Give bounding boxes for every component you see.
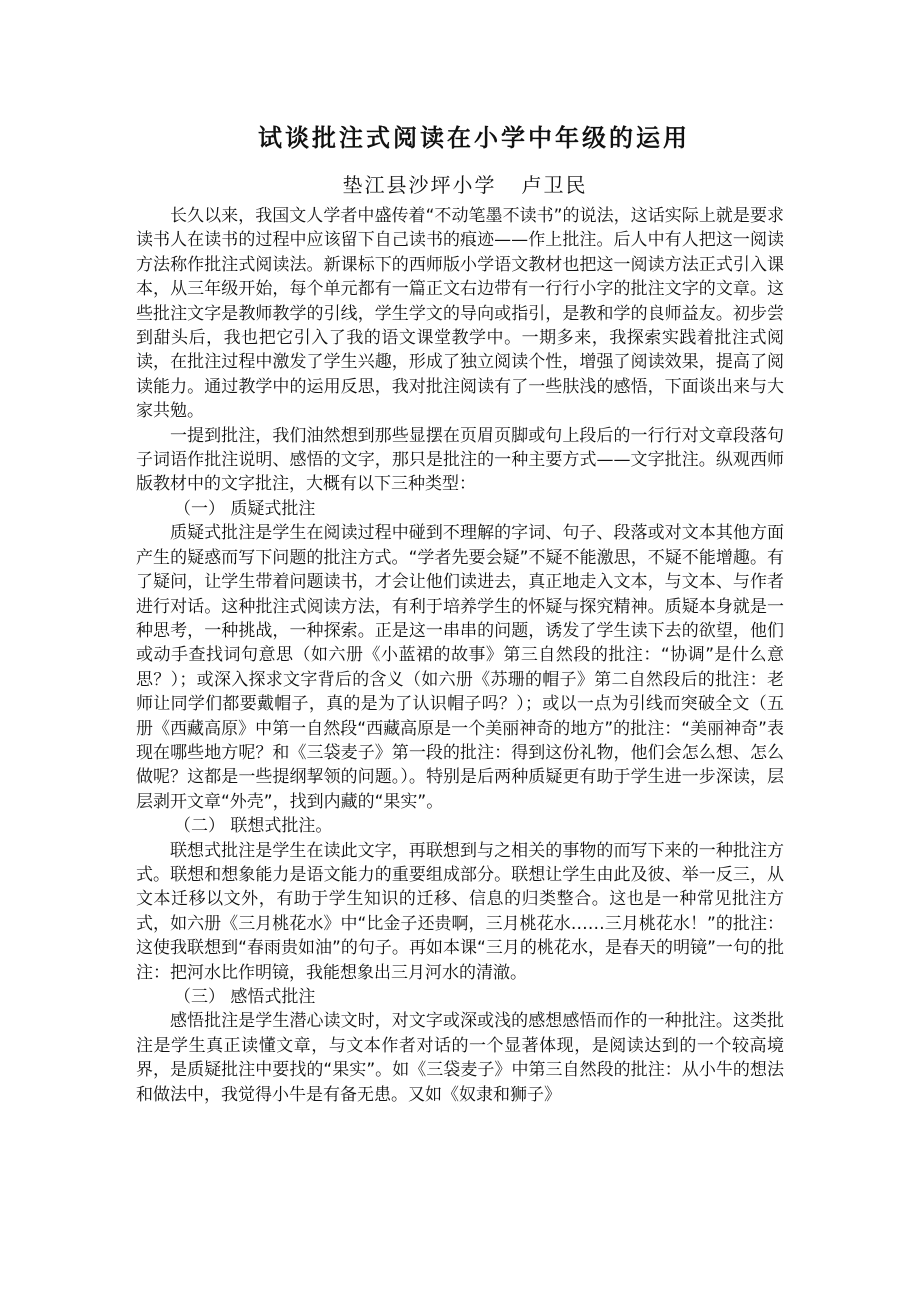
section-heading-association: （二） 联想式批注。 (174, 816, 333, 837)
author-line: 垫江县沙坪小学 卢卫民 (342, 173, 588, 197)
section-body-association: 联想式批注是学生在读此文字，再联想到与之相关的事物的而写下来的一种批注方式。联想和想象能力是语文能力的重要组成部分。联想让学生由此及彼、举一反三，从文本迁移以文外，有助于学生知识的迁移、信息的归类整合。这也是一种常见批注方式，如六册《三月桃花水》中“比金子还贵啊，三月桃花水……三月桃花水！”的批注：这使我联想到“春雨贵如油”的句子。再如本课“三月的桃花水，是春天的明镜”一句的批注：把河水比作明镜，我能想象出三月河水的清澈。 (136, 840, 784, 983)
overview-paragraph: 一提到批注，我们油然想到那些显摆在页眉页脚或句上段后的一行行对文章段落句子词语作批注说明、感悟的文字，那只是批注的一种主要方式——文字批注。纵观西师版教材中的文字批注，大概有以下三种类型： (136, 425, 784, 495)
document-page (136, 118, 784, 1107)
section-body-questioning: 质疑式批注是学生在阅读过程中碰到不理解的字词、句子、段落或对文本其他方面产生的疑惑而写下问题的批注方式。“学者先要会疑”不疑不能激思，不疑不能增趣。有了疑问，让学生带着问题读书，才会让他们读进去，真正地走入文本，与文本、与作者进行对话。这种批注式阅读方法，有利于培养学生的怀疑与探究精神。质疑本身就是一种思考，一种挑战，一种探索。正是这一串串的问题，诱发了学生读下去的欲望，他们或动手查找词句意思（如六册《小蓝裙的故事》第三自然段的批注：“协调”是什么意思？）；或深入探求文字背后的含义（如六册《苏珊的帽子》第二自然段后的批注：老师让同学们都要戴帽子，真的是为了认识帽子吗？）；或以一点为引线而突破全文（五册《西藏高原》中第一自然段“西藏高原是一个美丽神奇的地方”的批注：“美丽神奇”表现在哪些地方呢？和《三袋麦子》第一段的批注：得到这份礼物，他们会怎么想、怎么做呢？这都是一些提纲挈领的问题。）。特别是后两种质疑更有助于学生进一步深读，层层剥开文章“外壳”，找到内藏的“果实”。 (136, 523, 784, 812)
intro-paragraph: 长久以来，我国文人学者中盛传着“不动笔墨不读书”的说法，这话实际上就是要求读书人在读书的过程中应该留下自己读书的痕迹——作上批注。后人中有人把这一阅读方法称作批注式阅读法。新课标下的西师版小学语文教材也把这一阅读方法正式引入课本，从三年级开始，每个单元都有一篇正文右边带有一行行小字的批注文字的文章。这些批注文字是教师教学的引线，学生学文的导向或指引，是教和学的良师益友。初步尝到甜头后，我也把它引入了我的语文课堂教学中。一期多来，我探索实践着批注式阅读，在批注过程中激发了学生兴趣，形成了独立阅读个性，增强了阅读效果，提高了阅读能力。通过教学中的运用反思，我对批注阅读有了一些肤浅的感悟，下面谈出来与大家共勉。 (136, 206, 784, 422)
section-body-reflection: 感悟批注是学生潜心读文时，对文字或深或浅的感想感悟而作的一种批注。这类批注是学生真正读懂文章，与文本作者对话的一个显著体现，是阅读达到的一个较高境界，是质疑批注中要找的“果实”。如《三袋麦子》中第三自然段的批注：从小牛的想法和做法中，我觉得小牛是有备无患。又如《奴隶和狮子》 (136, 1011, 784, 1105)
section-heading-questioning: （一） 质疑式批注 (174, 498, 316, 519)
document-title: 试谈批注式阅读在小学中年级的运用 (258, 123, 690, 152)
section-heading-reflection: （三） 感悟式批注 (174, 987, 316, 1007)
